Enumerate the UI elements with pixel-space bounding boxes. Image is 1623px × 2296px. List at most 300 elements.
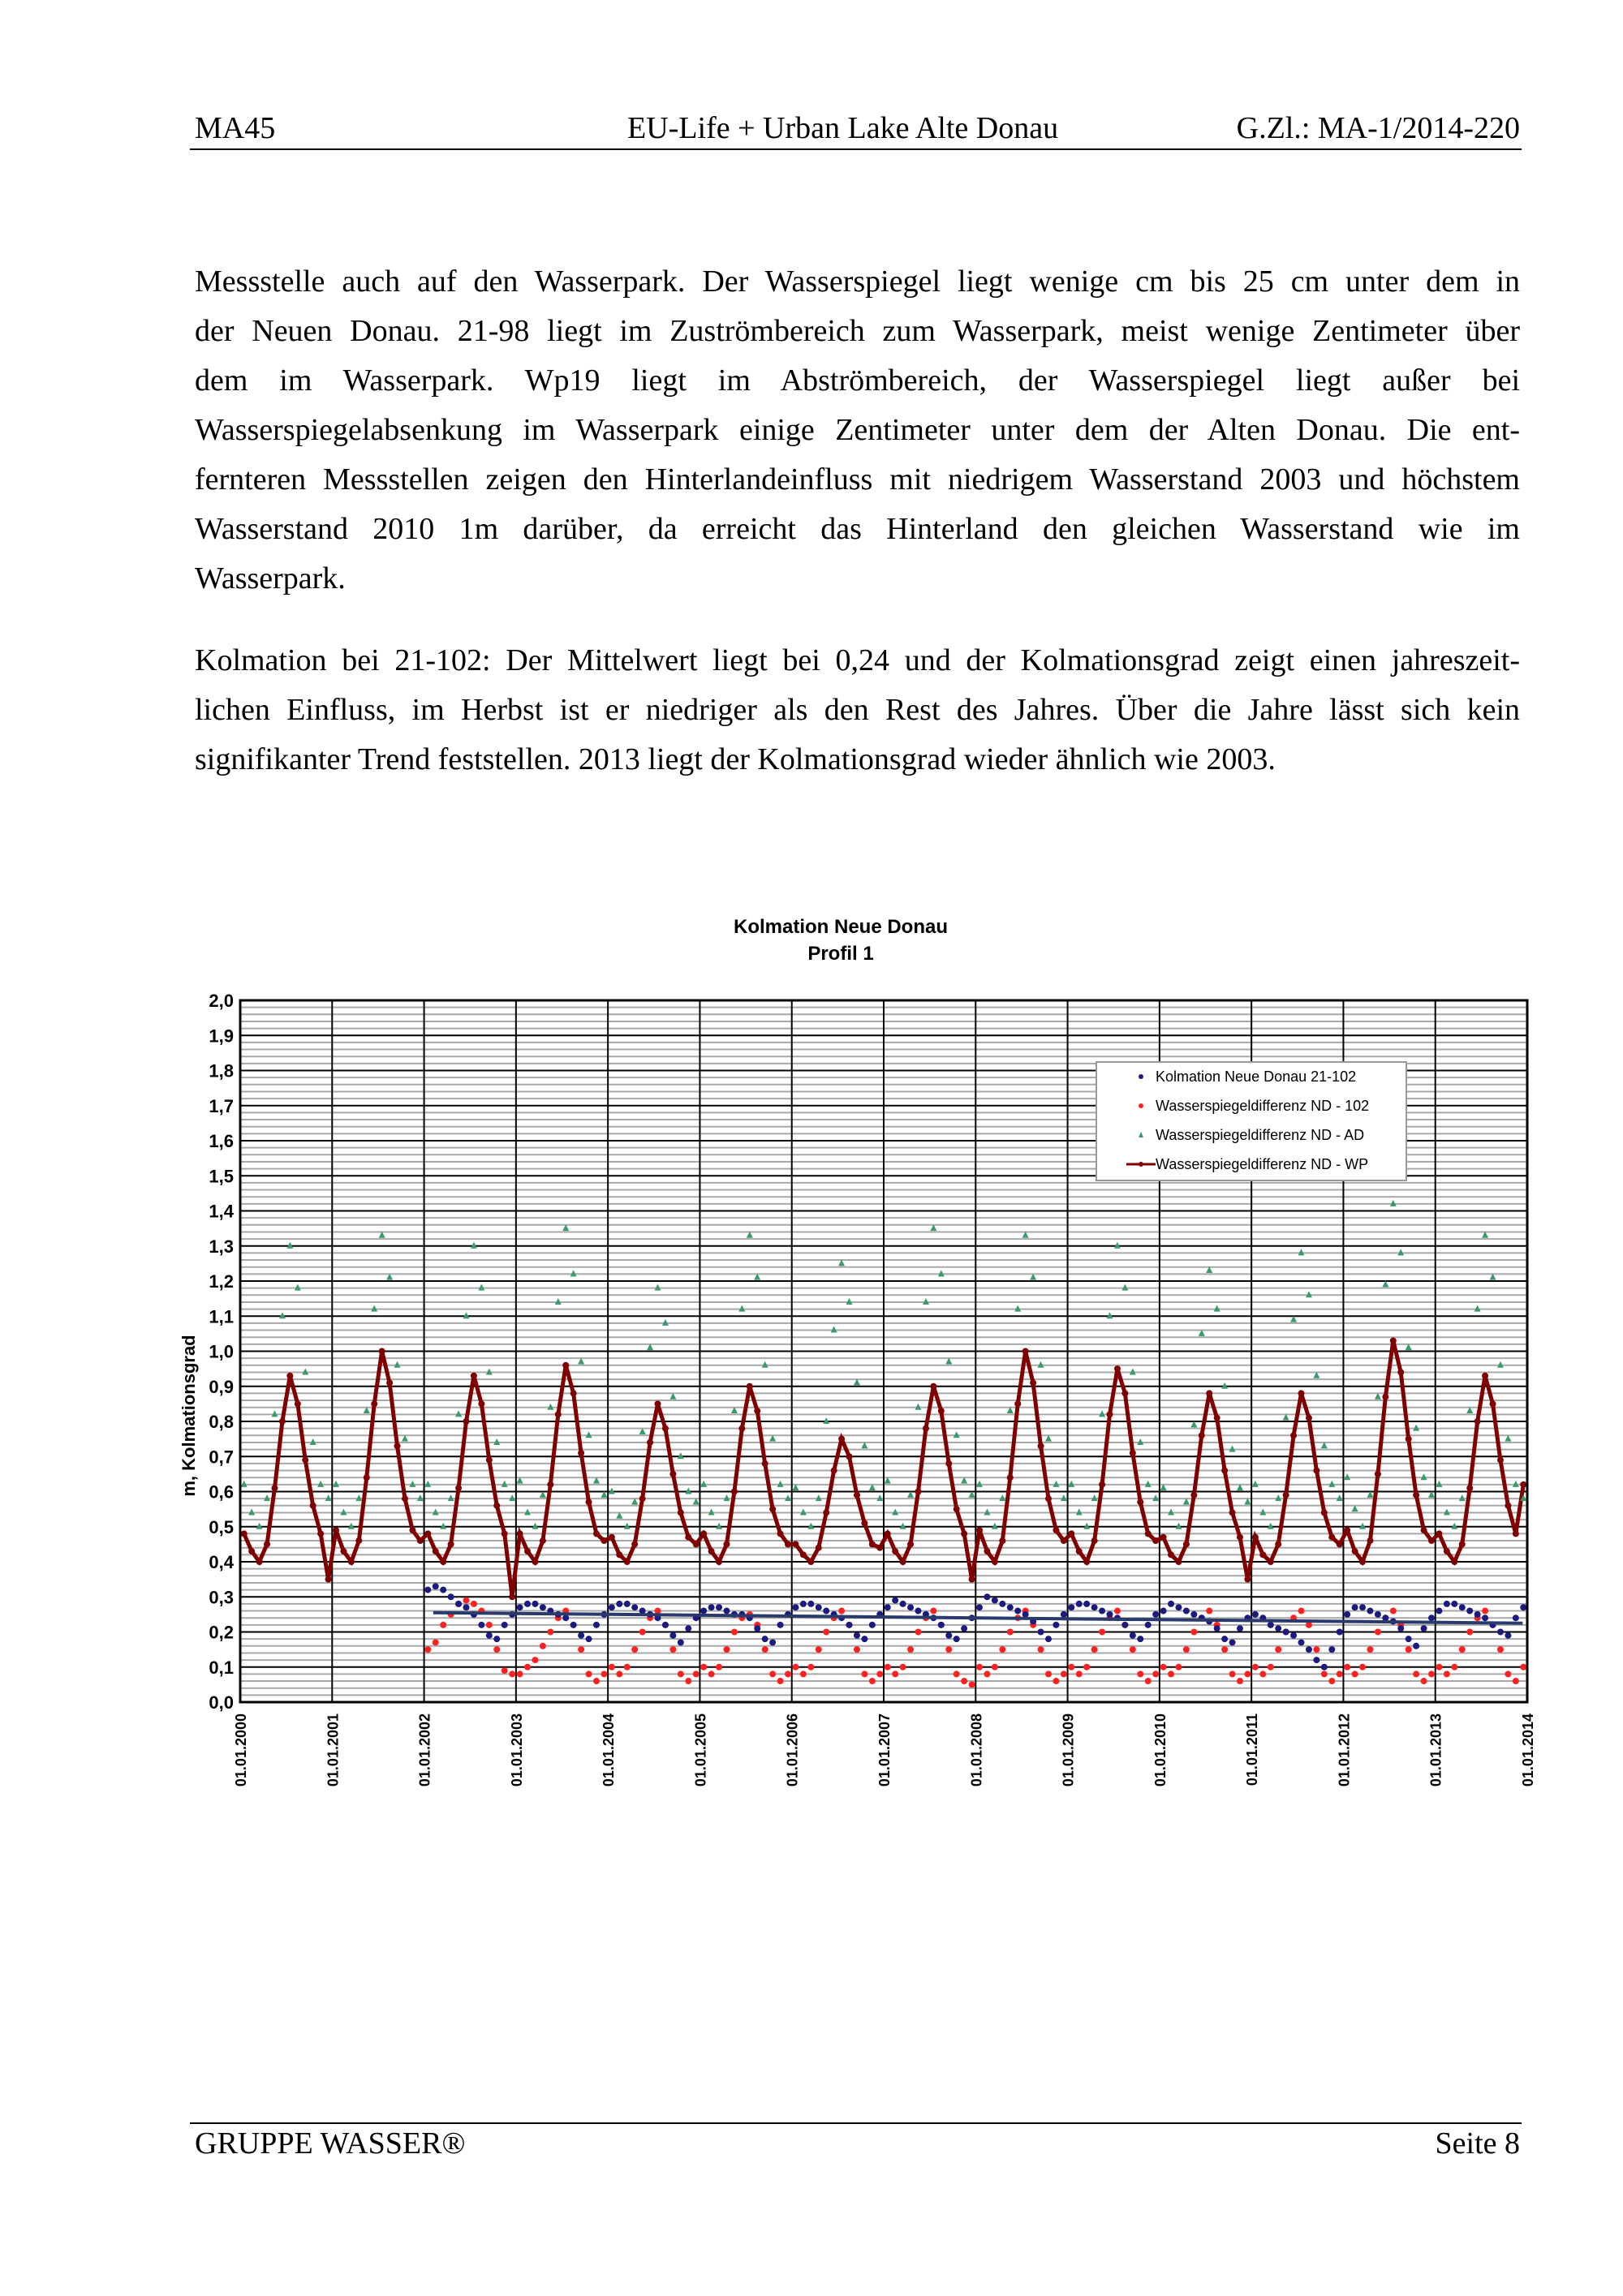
data-point — [1252, 1664, 1259, 1670]
data-point — [1436, 1530, 1442, 1537]
data-point — [1145, 1530, 1152, 1537]
data-point — [984, 1593, 990, 1600]
x-tick-label: 01.01.2011 — [1244, 1713, 1261, 1786]
data-point — [1160, 1534, 1167, 1541]
data-point — [1482, 1373, 1488, 1379]
data-point — [961, 1530, 967, 1537]
data-point — [1252, 1534, 1259, 1541]
y-tick-label: 0,8 — [209, 1412, 234, 1432]
data-point — [601, 1670, 607, 1677]
data-point — [609, 1604, 615, 1610]
data-point — [885, 1530, 891, 1537]
data-point — [976, 1664, 983, 1670]
data-point — [816, 1604, 822, 1610]
data-point — [1290, 1632, 1297, 1639]
data-point — [1352, 1548, 1358, 1554]
data-point — [807, 1559, 814, 1565]
data-point — [502, 1622, 508, 1628]
data-point — [1421, 1678, 1427, 1684]
data-point — [348, 1559, 355, 1565]
data-point — [1137, 1670, 1143, 1677]
data-point — [1053, 1527, 1059, 1533]
data-point — [1421, 1527, 1427, 1533]
data-point — [1275, 1625, 1281, 1632]
data-point — [1007, 1474, 1014, 1481]
data-point — [524, 1601, 531, 1607]
data-point — [792, 1604, 799, 1610]
data-point — [402, 1495, 408, 1502]
data-point — [1229, 1670, 1236, 1677]
data-point — [333, 1527, 339, 1533]
data-point — [593, 1678, 600, 1684]
data-point — [945, 1632, 952, 1639]
data-point — [1076, 1548, 1083, 1554]
data-point — [624, 1664, 631, 1670]
data-point — [1152, 1537, 1159, 1544]
data-point — [662, 1425, 669, 1432]
data-point — [1045, 1495, 1052, 1502]
x-tick-label: 01.01.2000 — [233, 1713, 249, 1787]
data-point — [969, 1576, 975, 1583]
data-point — [708, 1604, 715, 1610]
data-point — [969, 1681, 975, 1688]
data-point — [846, 1622, 853, 1628]
x-tick-label: 01.01.2010 — [1152, 1713, 1169, 1787]
data-point — [1137, 1636, 1143, 1642]
data-point — [1513, 1678, 1519, 1684]
text-line: Kolmation bei 21-102: Der Mittelwert liegt bei 0,24 und der Kolmationsgrad zeigt einen jahreszeit- — [195, 643, 1520, 677]
data-point — [769, 1670, 776, 1677]
data-point — [578, 1450, 584, 1456]
data-point — [1106, 1411, 1113, 1417]
x-tick-labels — [233, 1713, 1536, 1786]
data-point — [976, 1604, 983, 1610]
data-point — [777, 1678, 784, 1684]
data-point — [1352, 1604, 1358, 1610]
data-point — [1237, 1678, 1243, 1684]
data-point — [1214, 1415, 1220, 1421]
y-tick-label: 0,2 — [209, 1622, 234, 1643]
data-point — [1390, 1608, 1397, 1615]
data-point — [624, 1559, 631, 1565]
data-point — [900, 1559, 906, 1565]
data-point — [1367, 1537, 1373, 1544]
data-point — [731, 1629, 738, 1636]
data-point — [517, 1530, 523, 1537]
data-point — [1014, 1400, 1021, 1407]
data-point — [1367, 1608, 1373, 1615]
data-point — [302, 1457, 308, 1464]
data-point — [846, 1453, 853, 1460]
data-point — [1497, 1629, 1504, 1636]
data-point — [1183, 1608, 1190, 1615]
data-point — [669, 1646, 676, 1653]
data-point — [807, 1601, 814, 1607]
data-point — [1268, 1622, 1274, 1628]
data-point — [854, 1632, 860, 1639]
data-point — [524, 1548, 531, 1554]
footer-right: Seite 8 — [1435, 2126, 1520, 2161]
data-point — [448, 1593, 454, 1600]
legend — [1096, 1062, 1406, 1180]
y-tick-label: 0,4 — [209, 1552, 234, 1572]
data-point — [938, 1408, 945, 1414]
data-point — [1290, 1432, 1297, 1438]
data-point — [769, 1639, 776, 1645]
data-point — [1275, 1646, 1281, 1653]
data-point — [777, 1622, 784, 1628]
data-point — [1045, 1670, 1052, 1677]
data-point — [1413, 1492, 1419, 1498]
data-point — [1482, 1615, 1488, 1621]
data-point — [471, 1601, 477, 1607]
data-point — [930, 1608, 936, 1615]
footer-rule — [190, 2122, 1522, 2124]
data-point — [777, 1530, 784, 1537]
data-point — [547, 1629, 553, 1636]
data-point — [532, 1657, 538, 1663]
data-point — [1237, 1625, 1243, 1632]
data-point — [609, 1664, 615, 1670]
data-point — [1490, 1400, 1496, 1407]
data-point — [1068, 1664, 1074, 1670]
data-point — [1068, 1604, 1074, 1610]
data-point — [1344, 1611, 1350, 1618]
data-point — [317, 1530, 324, 1537]
x-tick-label: 01.01.2012 — [1336, 1713, 1353, 1787]
data-point — [486, 1632, 493, 1639]
data-point — [409, 1527, 415, 1533]
data-point — [1451, 1601, 1457, 1607]
data-point — [1298, 1639, 1305, 1645]
legend-label: Kolmation Neue Donau 21-102 — [1156, 1068, 1357, 1085]
data-point — [433, 1548, 439, 1554]
data-point — [716, 1604, 722, 1610]
data-point — [532, 1601, 538, 1607]
y-tick-label: 0,6 — [209, 1481, 234, 1503]
data-point — [738, 1425, 745, 1432]
text-line: lichen Einfluss, im Herbst ist er niedriger als den Rest des Jahres. Über die Jahre lässt sich kein — [195, 693, 1520, 727]
data-point — [471, 1373, 477, 1379]
data-point — [1190, 1492, 1197, 1498]
data-point — [999, 1537, 1005, 1544]
data-point — [1206, 1608, 1212, 1615]
data-point — [1436, 1608, 1442, 1615]
data-point — [1083, 1664, 1090, 1670]
data-point — [807, 1664, 814, 1670]
data-point — [1328, 1534, 1335, 1541]
data-point — [885, 1664, 891, 1670]
data-point — [631, 1541, 638, 1547]
data-point — [1505, 1503, 1511, 1509]
data-point — [364, 1474, 370, 1481]
data-point — [1268, 1664, 1274, 1670]
data-point — [540, 1537, 546, 1544]
data-point — [1275, 1541, 1281, 1547]
data-point — [1359, 1604, 1366, 1610]
data-point — [616, 1551, 622, 1558]
data-point — [1152, 1670, 1159, 1677]
data-point — [493, 1503, 500, 1509]
x-tick-label: 01.01.2007 — [876, 1713, 893, 1787]
data-point — [915, 1629, 921, 1636]
data-point — [1229, 1509, 1236, 1516]
data-point — [1091, 1537, 1098, 1544]
data-point — [800, 1670, 807, 1677]
data-point — [394, 1443, 401, 1449]
data-point — [547, 1481, 553, 1488]
data-point — [800, 1551, 807, 1558]
data-point — [386, 1379, 393, 1386]
data-point — [1344, 1664, 1350, 1670]
data-point — [1444, 1601, 1450, 1607]
data-point — [493, 1646, 500, 1653]
data-point — [1513, 1615, 1519, 1621]
x-tick-label: 01.01.2014 — [1520, 1713, 1536, 1787]
data-point — [678, 1670, 684, 1677]
data-point — [861, 1520, 867, 1526]
data-point — [1221, 1468, 1228, 1474]
data-point — [463, 1418, 469, 1425]
text-line: Wasserpark. — [195, 561, 346, 595]
data-point — [954, 1670, 960, 1677]
y-tick-label: 1,5 — [209, 1166, 234, 1187]
data-point — [961, 1625, 967, 1632]
data-point — [1497, 1646, 1504, 1653]
data-point — [1406, 1436, 1412, 1443]
y-tick-label: 0,7 — [209, 1447, 234, 1468]
data-point — [1375, 1471, 1381, 1477]
data-point — [1428, 1670, 1435, 1677]
data-point — [816, 1646, 822, 1653]
data-point — [754, 1408, 760, 1414]
data-point — [1053, 1622, 1059, 1628]
data-point — [1306, 1415, 1312, 1421]
data-point — [1321, 1664, 1328, 1670]
data-point — [1183, 1646, 1190, 1653]
data-point — [1061, 1537, 1067, 1544]
data-point — [1168, 1601, 1174, 1607]
data-point — [463, 1597, 469, 1604]
data-point — [578, 1646, 584, 1653]
data-point — [1428, 1537, 1435, 1544]
data-point — [417, 1537, 424, 1544]
data-point — [1406, 1636, 1412, 1642]
data-point — [379, 1348, 385, 1355]
data-point — [601, 1537, 607, 1544]
data-point — [1091, 1604, 1098, 1610]
data-point — [586, 1636, 592, 1642]
data-point — [1367, 1646, 1373, 1653]
data-point — [655, 1400, 661, 1407]
data-point — [1397, 1369, 1404, 1375]
data-point — [1352, 1670, 1358, 1677]
data-point — [517, 1670, 523, 1677]
data-point — [1160, 1664, 1167, 1670]
data-point — [1252, 1611, 1259, 1618]
data-point — [1390, 1338, 1397, 1344]
data-point — [1106, 1611, 1113, 1618]
data-point — [440, 1559, 446, 1565]
data-point — [1099, 1629, 1105, 1636]
header-center: EU-Life + Urban Lake Alte Donau — [627, 111, 1059, 145]
data-point — [915, 1608, 921, 1615]
x-tick-label: 01.01.2003 — [508, 1713, 525, 1787]
data-point — [669, 1632, 676, 1639]
data-point — [424, 1646, 431, 1653]
data-point — [769, 1506, 776, 1512]
data-point — [593, 1530, 600, 1537]
data-point — [1130, 1450, 1136, 1456]
data-point — [517, 1604, 523, 1610]
data-point — [992, 1664, 998, 1670]
legend-marker — [1139, 1103, 1143, 1108]
data-point — [1099, 1608, 1105, 1615]
data-point — [631, 1646, 638, 1653]
data-point — [1199, 1432, 1205, 1438]
y-tick-label: 0,5 — [209, 1516, 234, 1537]
data-point — [248, 1548, 255, 1554]
data-point — [1397, 1625, 1404, 1632]
data-point — [1168, 1551, 1174, 1558]
data-point — [616, 1670, 622, 1677]
data-point — [493, 1636, 500, 1642]
y-axis-label: m, Kolmationsgrad — [179, 1335, 199, 1497]
data-point — [1444, 1670, 1450, 1677]
data-point — [1482, 1608, 1488, 1615]
data-point — [992, 1597, 998, 1604]
data-point — [1428, 1615, 1435, 1621]
data-point — [616, 1601, 622, 1607]
y-tick-label: 1,3 — [209, 1236, 234, 1257]
header-left: MA45 — [195, 111, 276, 145]
data-point — [1114, 1365, 1121, 1372]
data-point — [586, 1670, 592, 1677]
text-line: fernteren Messstellen zeigen den Hinterlandeinfluss mit niedrigem Wasserstand 2003 und höchstem — [195, 462, 1520, 497]
data-point — [1375, 1629, 1381, 1636]
legend-marker — [1139, 1074, 1143, 1079]
data-point — [486, 1622, 493, 1628]
data-point — [1451, 1664, 1457, 1670]
data-point — [669, 1471, 676, 1477]
data-point — [1175, 1664, 1182, 1670]
y-tick-label: 2,0 — [209, 991, 234, 1011]
data-point — [854, 1646, 860, 1653]
data-point — [731, 1489, 738, 1495]
data-point — [1221, 1636, 1228, 1642]
data-point — [433, 1639, 439, 1645]
data-point — [907, 1541, 914, 1547]
data-point — [586, 1498, 592, 1505]
data-point — [1306, 1646, 1312, 1653]
data-point — [1298, 1608, 1305, 1615]
data-point — [984, 1670, 990, 1677]
data-point — [1283, 1629, 1289, 1636]
data-point — [678, 1509, 684, 1516]
data-point — [1168, 1670, 1174, 1677]
data-point — [1344, 1527, 1350, 1533]
data-point — [869, 1541, 876, 1547]
data-point — [1436, 1664, 1442, 1670]
data-point — [907, 1646, 914, 1653]
data-point — [930, 1383, 936, 1390]
data-point — [1313, 1657, 1319, 1663]
data-point — [639, 1495, 646, 1502]
data-point — [693, 1541, 700, 1547]
data-point — [1382, 1615, 1388, 1621]
data-point — [1053, 1678, 1059, 1684]
data-point — [1474, 1418, 1481, 1425]
data-point — [1083, 1559, 1090, 1565]
data-point — [455, 1601, 462, 1607]
data-point — [1497, 1457, 1504, 1464]
data-point — [540, 1604, 546, 1610]
data-point — [509, 1593, 515, 1600]
data-point — [1091, 1646, 1098, 1653]
data-point — [1321, 1670, 1328, 1677]
data-point — [945, 1646, 952, 1653]
y-tick-label: 0,1 — [209, 1657, 234, 1678]
data-point — [823, 1509, 829, 1516]
data-point — [1038, 1646, 1044, 1653]
data-point — [355, 1537, 362, 1544]
data-point — [1513, 1530, 1519, 1537]
data-point — [455, 1485, 462, 1491]
data-point — [999, 1646, 1005, 1653]
data-point — [502, 1667, 508, 1674]
data-point — [570, 1622, 577, 1628]
data-point — [762, 1460, 768, 1467]
y-tick-label: 1,4 — [209, 1201, 234, 1222]
text-line: Wasserstand 2010 1m darüber, da erreicht das Hinterland den gleichen Wasserstand wie im — [195, 512, 1520, 546]
data-point — [716, 1664, 722, 1670]
data-point — [923, 1425, 929, 1432]
y-tick-label: 0,3 — [209, 1587, 234, 1608]
data-point — [463, 1604, 469, 1610]
data-point — [792, 1541, 799, 1547]
data-point — [1190, 1629, 1197, 1636]
data-point — [907, 1604, 914, 1610]
data-point — [448, 1541, 454, 1547]
data-point — [685, 1625, 691, 1632]
data-point — [662, 1622, 669, 1628]
data-point — [271, 1485, 278, 1491]
data-point — [1121, 1390, 1128, 1396]
y-tick-label: 1,1 — [209, 1306, 234, 1327]
data-point — [1337, 1670, 1343, 1677]
data-point — [1459, 1541, 1466, 1547]
x-tick-label: 01.01.2006 — [784, 1713, 801, 1787]
data-point — [1160, 1608, 1167, 1615]
data-point — [624, 1601, 631, 1607]
data-point — [1451, 1559, 1457, 1565]
legend-marker — [1139, 1162, 1143, 1167]
data-point — [785, 1670, 791, 1677]
data-point — [1121, 1622, 1128, 1628]
x-tick-label: 01.01.2008 — [968, 1713, 985, 1787]
data-point — [1244, 1670, 1251, 1677]
data-point — [861, 1670, 867, 1677]
data-point — [647, 1439, 653, 1446]
data-point — [478, 1400, 484, 1407]
data-point — [1045, 1636, 1052, 1642]
y-tick-label: 1,9 — [209, 1025, 234, 1047]
x-tick-label: 01.01.2004 — [601, 1713, 618, 1787]
data-point — [678, 1639, 684, 1645]
legend-label: Wasserspiegeldifferenz ND - WP — [1156, 1156, 1369, 1172]
data-point — [1237, 1534, 1243, 1541]
data-point — [700, 1608, 707, 1615]
